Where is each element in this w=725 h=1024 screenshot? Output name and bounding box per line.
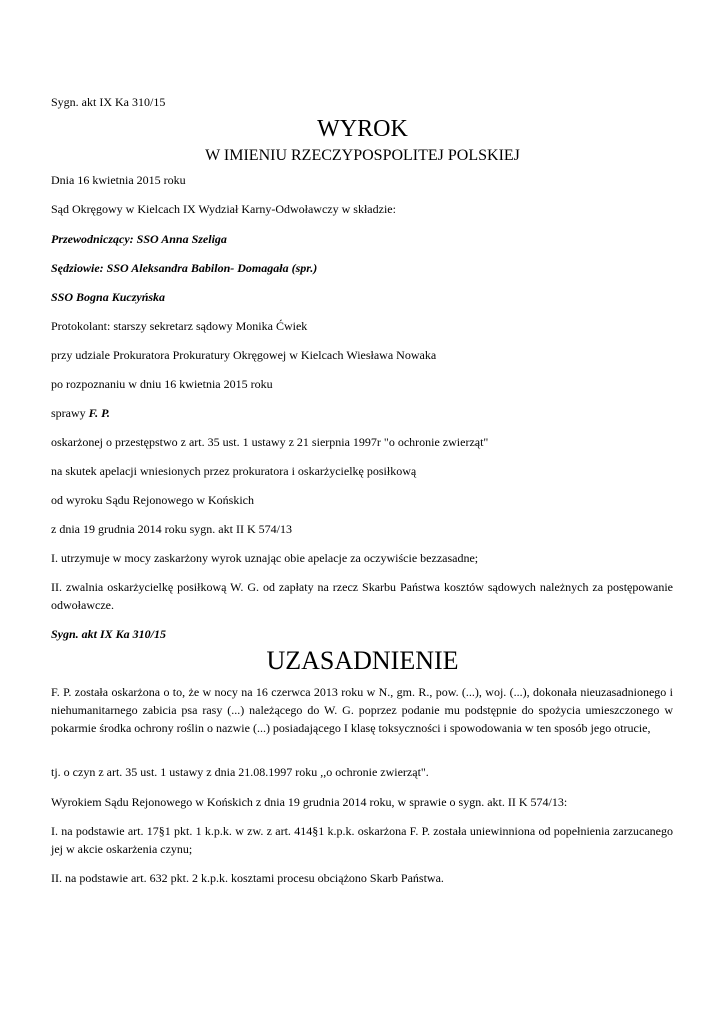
case-line	[51, 404, 673, 422]
case-party: F. P.	[88, 406, 110, 420]
ruling-point-1: I. utrzymuje w mocy zaskarżony wyrok uznając obie apelacje za oczywiście bezzasadne;	[51, 551, 479, 565]
justification-paragraph-2: tj. o czyn z art. 35 ust. 1 ustawy z dnia 21.08.1997 roku ,,o ochronie zwierząt".	[51, 765, 429, 779]
judgment-title: WYROK	[317, 116, 408, 142]
case-signature-justification: Sygn. akt IX Ka 310/15	[51, 627, 167, 641]
justification-paragraph-1: F. P. została oskarżona o to, że w nocy na 16 czerwca 2013 roku w N., gm. R., pow. (...), woj. (...), dokonała nieuzasadnionego i niehumanitarnego zabicia psa rasy (...) należącego do W. G. poprzez podanie mu podstępnie do spożycia umieszczonego w pokarmie środka ochrony roślin o nazwie (...) posiadającego I klasę toksyczności i spowodowania w ten sposób jego otrucie,	[51, 685, 673, 735]
appeal: na skutek apelacji wniesionych przez prokuratora i oskarżycielkę posiłkową	[51, 464, 417, 478]
prosecutor: przy udziale Prokuratora Prokuratury Okręgowej w Kielcach Wiesława Nowaka	[51, 348, 437, 362]
justification-title: UZASADNIENIE	[266, 646, 459, 675]
justification-paragraph-3: Wyrokiem Sądu Rejonowego w Końskich z dnia 19 grudnia 2014 roku, w sprawie o sygn. akt. II K 574/13:	[51, 795, 568, 809]
court-clerk: Protokolant: starszy sekretarz sądowy Monika Ćwiek	[51, 319, 308, 333]
judgment-subtitle: W IMIENIU RZECZYPOSPOLITEJ POLSKIEJ	[205, 147, 520, 164]
judges: Sędziowie: SSO Aleksandra Babilon- Domagała (spr.)	[51, 261, 318, 275]
judgment-date: Dnia 16 kwietnia 2015 roku	[51, 173, 186, 187]
hearing-date: po rozpoznaniu w dniu 16 kwietnia 2015 roku	[51, 377, 273, 391]
lower-court-judgment: od wyroku Sądu Rejonowego w Końskich	[51, 493, 254, 507]
case-prefix: sprawy	[51, 406, 89, 420]
judge-second: SSO Bogna Kuczyńska	[51, 290, 166, 304]
lower-court-judgment-date: z dnia 19 grudnia 2014 roku sygn. akt II K 574/13	[51, 522, 292, 536]
ruling-point-2: II. zwalnia oskarżycielkę posiłkową W. G. od zapłaty na rzecz Skarbu Państwa kosztów sądowych należnych za postępowanie odwoławcze.	[51, 580, 673, 612]
justification-paragraph-4: I. na podstawie art. 17§1 pkt. 1 k.p.k. w zw. z art. 414§1 k.p.k. oskarżona F. P. została uniewinniona od popełnienia zarzucanego jej w akcie oskarżenia czynu;	[51, 824, 673, 856]
justification-paragraph-5: II. na podstawie art. 632 pkt. 2 k.p.k. kosztami procesu obciążono Skarb Państwa.	[51, 871, 444, 885]
court-composition: Sąd Okręgowy w Kielcach IX Wydział Karny-Odwoławczy w składzie:	[51, 202, 396, 216]
charge: oskarżonej o przestępstwo z art. 35 ust. 1 ustawy z 21 sierpnia 1997r "o ochronie zwierząt"	[51, 435, 489, 449]
presiding-judge: Przewodniczący: SSO Anna Szeliga	[51, 232, 227, 246]
case-signature: Sygn. akt IX Ka 310/15	[51, 95, 166, 109]
